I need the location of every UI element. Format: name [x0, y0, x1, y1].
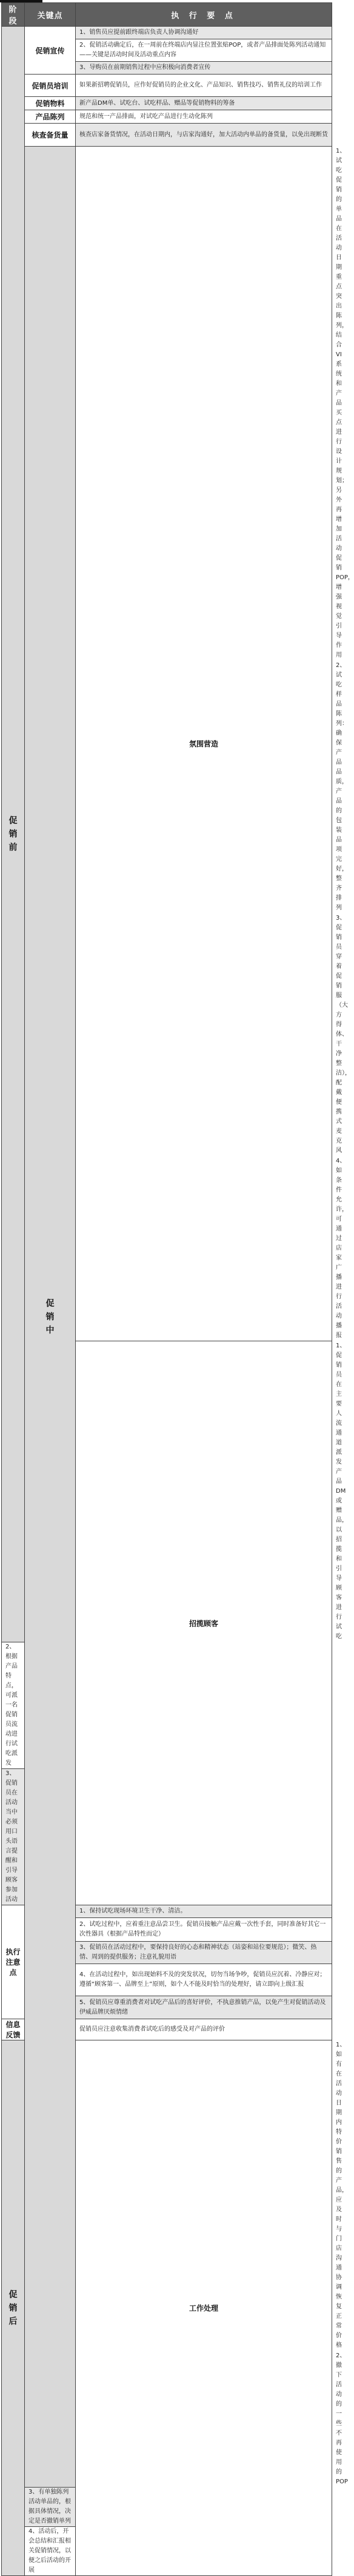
key-point-cell: 招揽顾客: [76, 1341, 332, 1905]
key-point-cell: 执行注意点: [2, 1905, 25, 2019]
key-point-cell: 促销员培训: [25, 75, 76, 97]
execution-point-cell: 3、有单独陈列活动单品的，根据具体情况，决定是否撤销单列: [25, 2488, 76, 2527]
table-row: 2、撤下活动的一些不再使用的POP: [336, 2352, 348, 2485]
table-body: [2, 27, 354, 2576]
table-row: 2、试吃样品陈列：确保产品品质，产品的包装品项完好，整齐排列: [336, 662, 348, 911]
table-row: 促销后 工作处理 1、如有在活动日期内特价销售的产品，应及时与门店沟通协调恢复正常价格: [2, 2040, 332, 2351]
execution-point-cell: 规范和统一产品排面，对试吃产品进行生动化陈列: [76, 110, 332, 124]
stage-cell: [2, 27, 25, 1642]
header-key-point: 关键点: [25, 3, 76, 27]
stage-label: 促销后: [8, 2289, 18, 2326]
promotion-plan-table: [1, 2, 354, 2576]
execution-point-cell: 4、活动后，开会总结和汇报相关促销情况，以便之后活动的开展: [25, 2527, 76, 2576]
execution-point-cell: 1、保持试吃现场环境卫生干净、清洁。: [76, 1905, 332, 1918]
execution-point-cell: 3、促销员在活动当中必须用口头语言提醒和引导顾客参加活动: [2, 1769, 25, 1905]
execution-point-cell: 如果新招聘促销员，应作好促销员的企业文化、产品知识、销售技巧、销售礼仪的培训工作: [76, 75, 332, 97]
execution-point-cell: 2、根据产品特点，可派一名促销员流动进行试吃派发: [2, 1642, 25, 1769]
stage-label: 促销中: [45, 1298, 55, 1335]
key-point-cell: 产品陈列: [25, 110, 76, 124]
stage-cell: [2, 2040, 25, 2576]
table-row: [2, 75, 332, 97]
key-point-cell: 促销物料: [25, 97, 76, 110]
stage-label: 促销前: [8, 816, 18, 852]
table-row: 3、促销员穿着促销服（大方得体、干净整洁），配戴便携式麦克风: [336, 915, 351, 1154]
execution-point-cell: 4、在活动过程中，如出现始料不及的突发状况，切勿当场争吵，促销员应沉着、冷静应对；遵循“顾客第一、品牌至上”原则，如个人不能及时恰当的处理好，请立即向上级汇报: [76, 1964, 332, 1996]
table-row: [2, 97, 332, 110]
key-point-cell: 促销宣传: [25, 27, 76, 75]
execution-point-cell: 5、促销员应尊重消费者对试吃产品后的喜好评价，不执意推销产品，以免产生对促销活动及伊威品牌厌烦情绪: [76, 1996, 332, 2019]
table-row: [2, 27, 332, 39]
execution-point-cell: 1、销售员应提前跟终端店负责人协调沟通好: [76, 27, 332, 39]
table-row: [2, 110, 332, 124]
execution-point-cell: 促销员应注意收集消费者试吃后的感受及对产品的评价: [76, 2019, 332, 2040]
execution-point-cell: 3、促销员在活动过程中，要保持良好的心态和精神状态（站姿和站位要规范）；微笑、热情、周到的提供服务；注意礼貌用语: [76, 1942, 332, 1964]
execution-point-cell: 3、导购员在前期销售过程中应积极向消费者宣传: [76, 62, 332, 75]
execution-point-cell: 2、试吃过程中，应着重注意品尝卫生。促销员接触产品应戴一次性手套，同时准备好其它一次性器具（根据产品特性而定）: [76, 1918, 332, 1942]
execution-point-cell: 新产品DM单、试吃台、试吃样品、赠品等促销物料的筹备: [76, 97, 332, 110]
stage-cell: [25, 147, 76, 2488]
execution-point-cell: 核查店家备货情况，在活动日期内，与店家沟通好，加大活动内单品的备货量，以免出现断货: [76, 124, 332, 147]
key-point-cell: 氛围营造: [76, 147, 332, 1341]
table-row: 招揽顾客 1、促销员在主要人流通道派发产品DM或赠品，以招揽和引导顾客进行试吃: [2, 1341, 332, 1642]
header-stage: 阶段: [2, 3, 25, 27]
key-point-cell: 工作处理: [76, 2040, 332, 2576]
header-execution-points: 执 行 要 点: [76, 3, 332, 27]
key-point-cell: 信息反馈: [2, 2019, 25, 2040]
table-header-row: [2, 3, 332, 27]
table-row: [2, 124, 332, 147]
execution-point-cell: 2、促销活动确定后，在一周前在终端店内显注位置张贴POP，或者产品排面处陈列活动通知——关键是活动时间及活动重点内容: [76, 39, 332, 62]
table-row: 4、如条件允许，可通过店家广播进行活动播报: [336, 1158, 348, 1339]
key-point-cell: 核查备货量: [25, 124, 76, 147]
table-row: 促销中 氛围营造 1、试吃促销的单品在活动日期重点突出陈列，结合VI系统和产品买点进行设计规划；另外再增加活动促销POP，增强视觉引导作用: [2, 147, 332, 661]
